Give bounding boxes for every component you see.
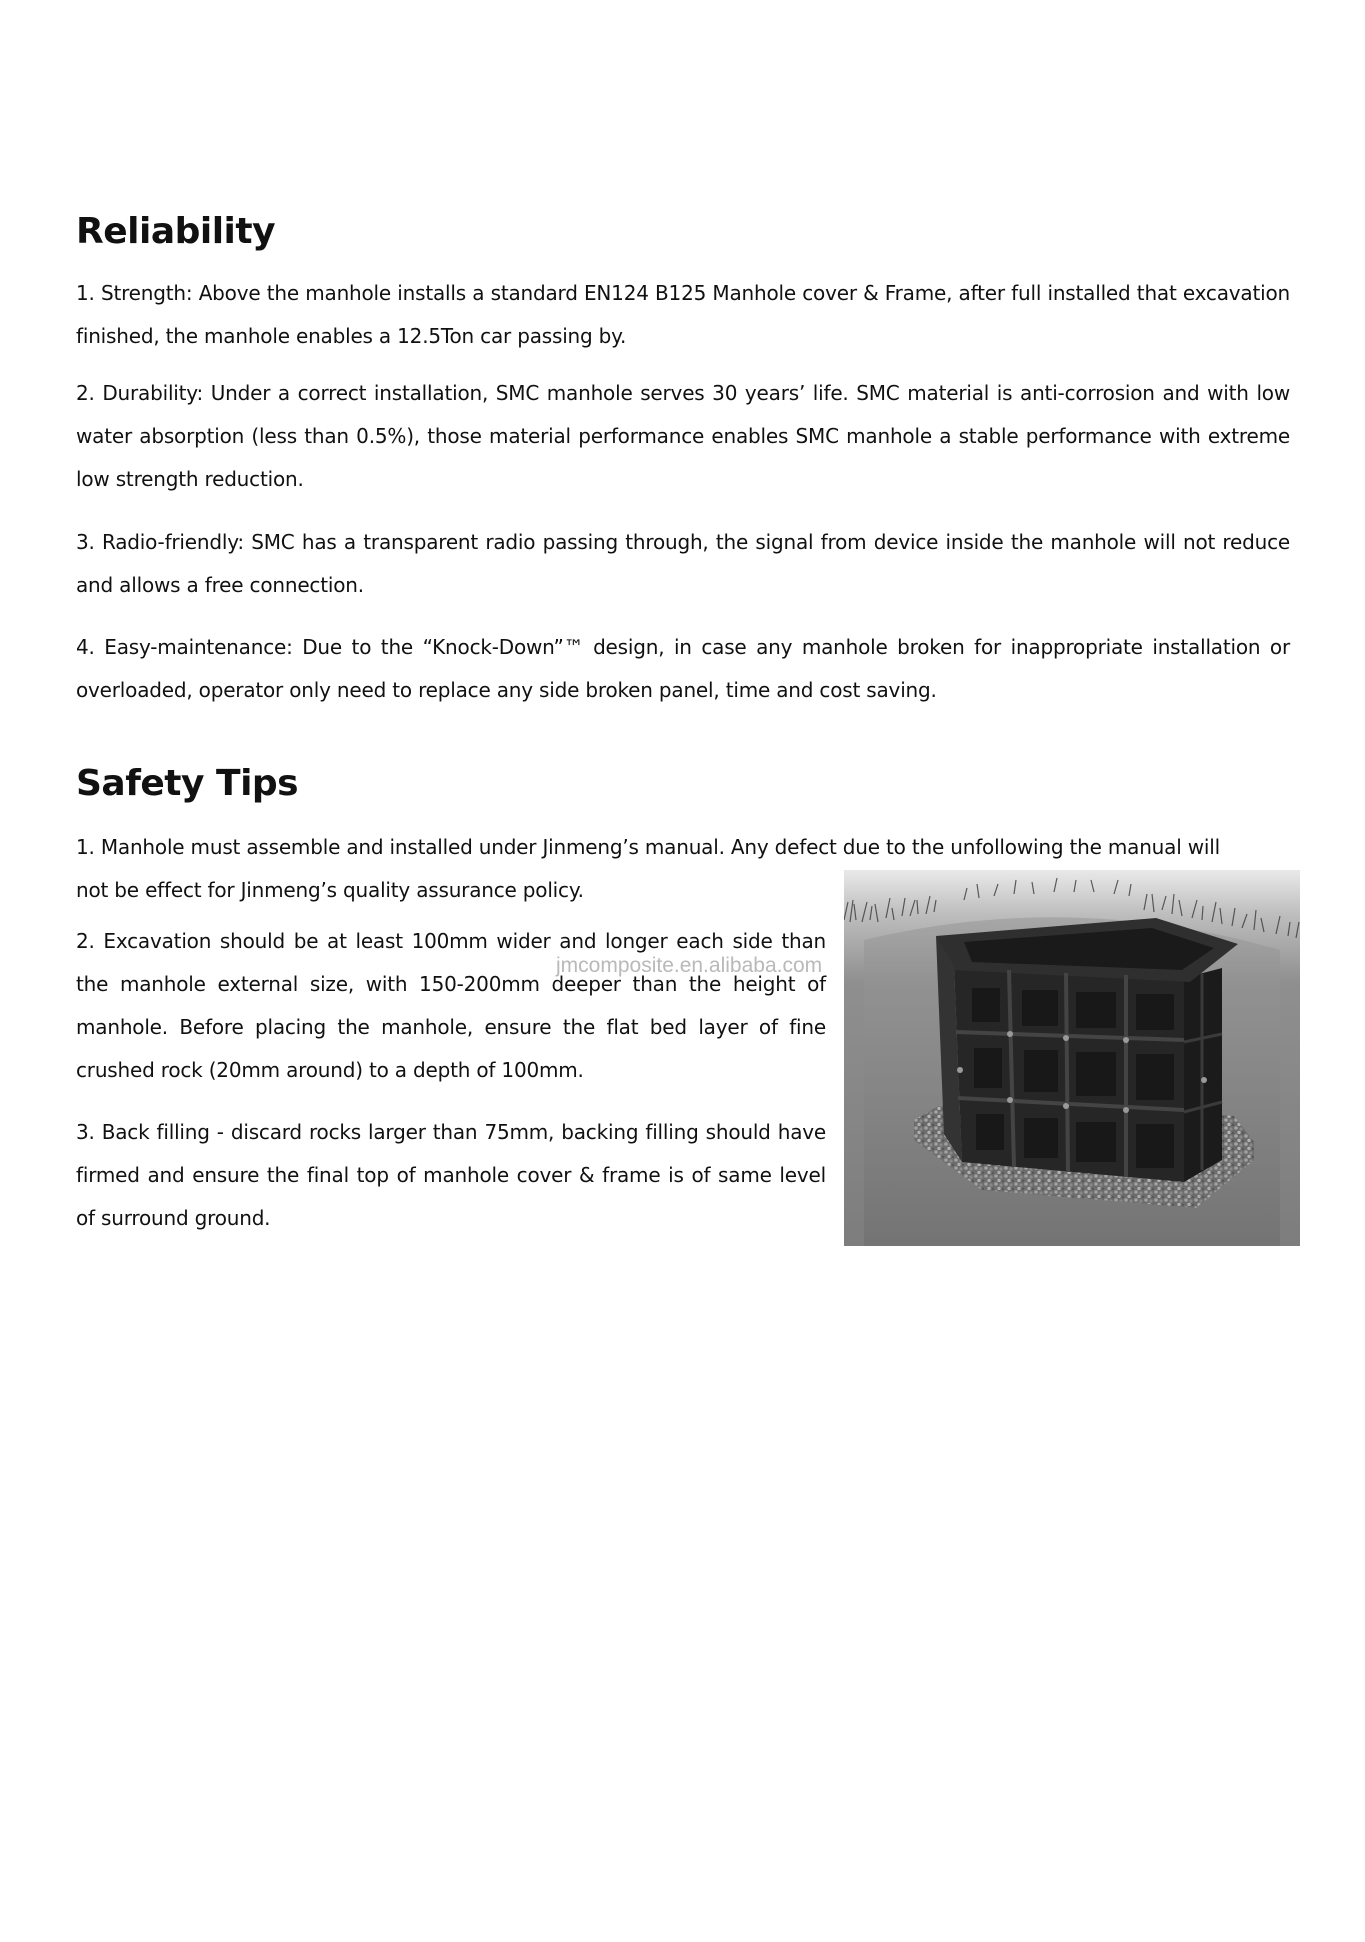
reliability-item-easy-maintenance: 4. Easy-maintenance: Due to the “Knock-Down”™ design, in case any manhole broken for inappropriate installation or overloaded, operator only need to replace any side broken panel, time and cost saving.: [76, 635, 1290, 702]
safety-item-excavation: 2. Excavation should be at least 100mm wider and longer each side than the manhole external size, with 150-200mm deeper than the height of manhole. Before placing the manhole, ensure the flat bed layer of fine crushed rock (20mm around) to a depth of 100mm.: [76, 929, 826, 1082]
safety-item-manual: 1. Manhole must assemble and installed under Jinmeng’s manual. Any defect due to the unfollowing the manual will not be effect for Jinmeng’s quality assurance policy.: [76, 835, 1220, 902]
watermark-text: jmcomposite.en.alibaba.com: [556, 954, 823, 977]
reliability-item-strength: 1. Strength: Above the manhole installs a standard EN124 B125 Manhole cover & Frame, after full installed that excavation finished, the manhole enables a 12.5Ton car passing by.: [76, 281, 1290, 348]
manhole-installation-image: [844, 870, 1300, 1246]
safety-item-back-filling: 3. Back filling - discard rocks larger than 75mm, backing filling should have firmed and ensure the final top of manhole cover & frame is of same level of surround ground.: [76, 1120, 826, 1230]
reliability-item-radio-friendly: 3. Radio-friendly: SMC has a transparent radio passing through, the signal from device inside the manhole will not reduce and allows a free connection.: [76, 530, 1290, 597]
reliability-heading: Reliability: [76, 211, 276, 252]
reliability-item-durability: 2. Durability: Under a correct installation, SMC manhole serves 30 years’ life. SMC material is anti-corrosion and with low water absorption (less than 0.5%), those material performance enables SMC manhole a stable performance with extreme low strength reduction.: [76, 381, 1290, 491]
safety-tips-heading: Safety Tips: [76, 763, 299, 804]
